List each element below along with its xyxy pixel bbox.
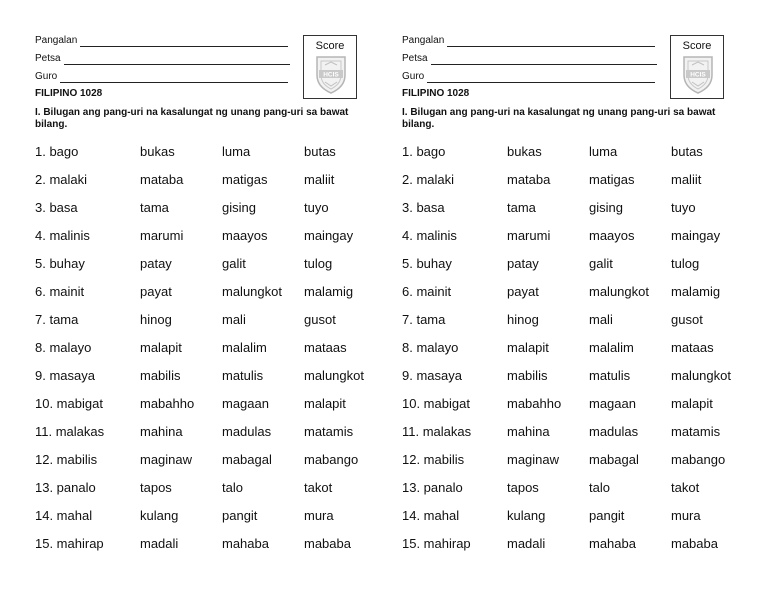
item-word: 12. mabilis [35,452,98,467]
choice-option[interactable]: tama [140,200,169,215]
date-label: Petsa [402,53,428,64]
choice-option[interactable]: malungkot [304,368,364,383]
date-label: Petsa [35,53,61,64]
item-word: 3. basa [35,200,78,215]
choice-option[interactable]: takot [671,480,700,495]
course-code: FILIPINO 1028 [35,88,103,99]
choice-option[interactable]: payat [140,284,172,299]
item-word: 4. malinis [35,228,90,243]
choice-option[interactable]: tuyo [671,200,696,215]
choice-option[interactable]: mura [671,508,701,523]
item-word: 4. malinis [402,228,457,243]
choice-option[interactable]: mabilis [140,368,181,383]
score-box [303,35,357,99]
item-word: 8. malayo [35,340,92,355]
choice-option[interactable]: matamis [671,424,721,439]
choice-option[interactable]: mahaba [222,536,269,551]
item-word: 5. buhay [402,256,452,271]
score-label: Score [315,40,345,52]
choice-option[interactable]: maginaw [507,452,560,467]
choice-option[interactable]: mabango [671,452,726,467]
choice-option[interactable]: matulis [222,368,264,383]
choice-option[interactable]: mataba [507,172,551,187]
choice-option[interactable]: malapit [304,396,346,411]
item-word: 13. panalo [35,480,96,495]
item-word: 2. malaki [402,172,455,187]
crest-text: HCIS [323,71,339,79]
choice-option[interactable]: maingay [304,228,354,243]
choice-option[interactable]: mababa [671,536,718,551]
choice-option[interactable]: maayos [589,228,635,243]
choice-option[interactable]: mahina [507,424,550,439]
choice-option[interactable]: marumi [140,228,184,243]
choice-option[interactable]: mabahho [507,396,562,411]
item-word: 12. mabilis [402,452,465,467]
choice-option[interactable]: malamig [304,284,354,299]
item-word: 7. tama [35,312,79,327]
choice-option[interactable]: matigas [589,172,635,187]
choice-option[interactable]: madulas [222,424,272,439]
choice-option[interactable]: mababa [304,536,351,551]
item-word: 15. mahirap [402,536,471,551]
teacher-line [35,71,288,83]
worksheet-left [35,0,375,594]
choice-option[interactable]: talo [222,480,243,495]
choice-option[interactable]: malungkot [671,368,731,383]
choice-option[interactable]: galit [222,256,246,271]
choice-option[interactable]: matigas [222,172,268,187]
teacher-line [402,71,655,83]
choice-option[interactable]: gising [589,200,623,215]
item-word: 6. mainit [402,284,452,299]
score-label: Score [682,40,712,52]
item-word: 2. malaki [35,172,88,187]
choice-option[interactable]: madulas [589,424,639,439]
item-word: 8. malayo [402,340,459,355]
item-word: 10. mabigat [402,396,470,411]
item-word: 9. masaya [402,368,462,383]
choice-option[interactable]: madali [140,536,179,551]
choice-option[interactable]: malungkot [589,284,649,299]
choice-option[interactable]: gusot [671,312,703,327]
choice-option[interactable]: payat [507,284,539,299]
teacher-label: Guro [402,71,425,82]
name-blank [80,37,288,47]
date-line [402,53,657,65]
teacher-blank [427,73,655,83]
choice-option[interactable]: kulang [140,508,179,523]
instruction-text: I. Bilugan ang pang-uri na kasalungat ng unang pang-uri sa bawat bilang. [402,107,716,130]
choice-option[interactable]: bukas [140,144,175,159]
choice-option[interactable]: mataas [304,340,347,355]
choice-option[interactable]: malalim [222,340,267,355]
choice-option[interactable]: magaan [222,396,269,411]
choice-option[interactable]: mali [222,312,246,327]
choice-option[interactable]: galit [589,256,613,271]
item-word: 10. mabigat [35,396,103,411]
choice-option[interactable]: gising [222,200,256,215]
name-label: Pangalan [35,35,78,46]
choice-option[interactable]: matamis [304,424,354,439]
item-word: 14. mahal [35,508,93,523]
choice-option[interactable]: malungkot [222,284,282,299]
choice-option[interactable]: maayos [222,228,268,243]
choice-option[interactable]: maliit [304,172,335,187]
choice-option[interactable]: hinog [507,312,539,327]
choice-option[interactable]: pangit [222,508,258,523]
item-word: 3. basa [402,200,445,215]
choice-option[interactable]: mabagal [222,452,272,467]
choice-option[interactable]: takot [304,480,333,495]
item-word: 11. malakas [35,424,105,439]
choice-option[interactable]: gusot [304,312,336,327]
item-word: 6. mainit [35,284,85,299]
choice-option[interactable]: tapos [507,480,539,495]
choice-option[interactable]: maliit [671,172,702,187]
item-word: 11. malakas [402,424,472,439]
item-word: 1. bago [35,144,79,159]
school-crest-icon [682,53,714,95]
choice-option[interactable]: mabilis [507,368,548,383]
item-word: 13. panalo [402,480,463,495]
item-word: 1. bago [402,144,446,159]
choice-option[interactable]: mahaba [589,536,636,551]
choice-option[interactable]: marumi [507,228,551,243]
school-crest-icon [315,53,347,95]
date-blank [431,55,657,65]
choice-option[interactable]: kulang [507,508,546,523]
choice-option[interactable]: pangit [589,508,625,523]
choice-option[interactable]: luma [589,144,618,159]
instruction-text: I. Bilugan ang pang-uri na kasalungat ng unang pang-uri sa bawat bilang. [35,107,349,130]
choice-option[interactable]: malapit [507,340,549,355]
item-word: 9. masaya [35,368,95,383]
item-word: 15. mahirap [35,536,104,551]
choice-option[interactable]: madali [507,536,546,551]
choice-option[interactable]: malapit [671,396,713,411]
choice-option[interactable]: mura [304,508,334,523]
choice-option[interactable]: luma [222,144,251,159]
worksheet-right [402,0,742,594]
choice-option[interactable]: butas [304,144,336,159]
choice-option[interactable]: mabango [304,452,359,467]
choice-option[interactable]: talo [589,480,610,495]
teacher-blank [60,73,288,83]
choice-option[interactable]: maginaw [140,452,193,467]
choice-option[interactable]: matulis [589,368,631,383]
choice-option[interactable]: mataba [140,172,184,187]
score-box [670,35,724,99]
choice-option[interactable]: maingay [671,228,721,243]
teacher-label: Guro [35,71,58,82]
item-word: 5. buhay [35,256,85,271]
choice-option[interactable]: mahina [140,424,183,439]
course-code: FILIPINO 1028 [402,88,470,99]
choice-option[interactable]: magaan [589,396,636,411]
name-line [402,35,655,47]
item-word: 14. mahal [402,508,460,523]
choice-option[interactable]: hinog [140,312,172,327]
date-blank [64,55,290,65]
choice-option[interactable]: malapit [140,340,182,355]
choice-option[interactable]: malalim [589,340,634,355]
choice-option[interactable]: tama [507,200,536,215]
name-label: Pangalan [402,35,445,46]
crest-text: HCIS [690,71,706,79]
choice-option[interactable]: mataas [671,340,714,355]
name-line [35,35,288,47]
item-word: 7. tama [402,312,446,327]
choice-option[interactable]: malamig [671,284,721,299]
choice-option[interactable]: mabagal [589,452,639,467]
date-line [35,53,290,65]
choice-option[interactable]: butas [671,144,703,159]
choice-option[interactable]: tulog [304,256,333,271]
choice-option[interactable]: patay [507,256,539,271]
choice-option[interactable]: bukas [507,144,542,159]
choice-option[interactable]: mali [589,312,613,327]
choice-option[interactable]: tulog [671,256,700,271]
choice-option[interactable]: tuyo [304,200,329,215]
choice-option[interactable]: tapos [140,480,172,495]
name-blank [447,37,655,47]
choice-option[interactable]: patay [140,256,172,271]
choice-option[interactable]: mabahho [140,396,195,411]
